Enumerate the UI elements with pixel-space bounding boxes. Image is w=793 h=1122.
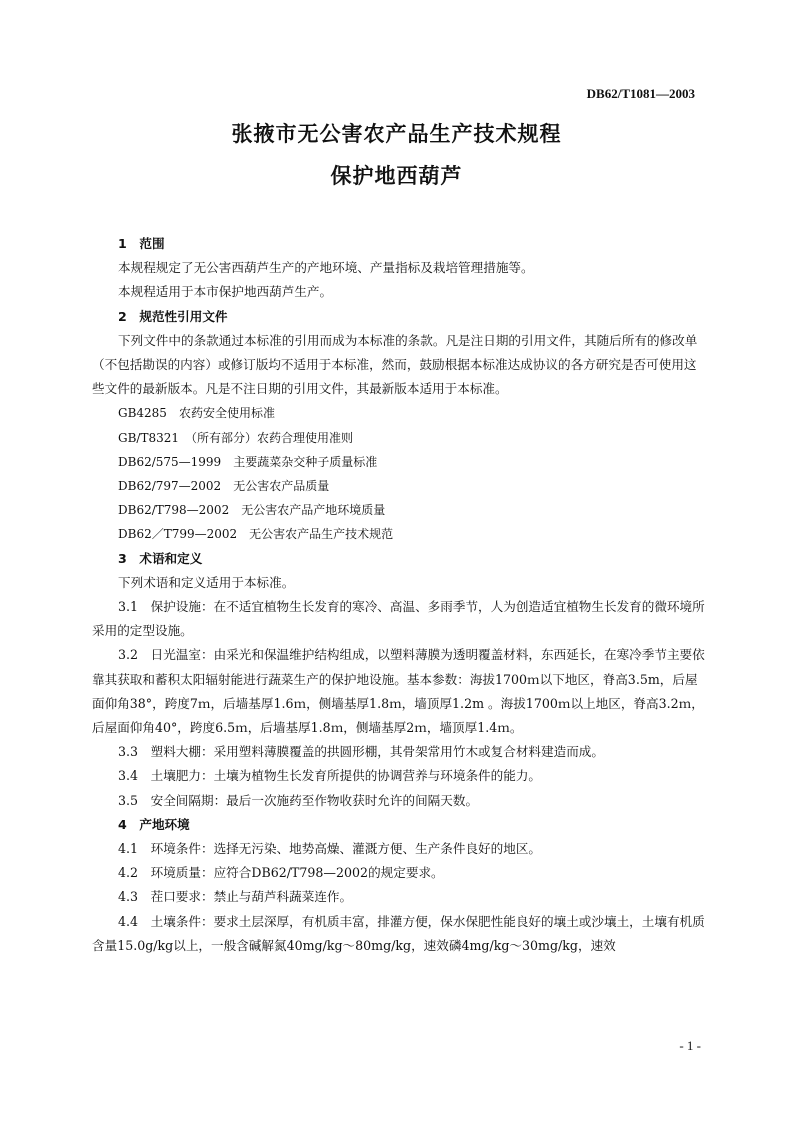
document-subtitle: 保护地西葫芦 (330, 164, 463, 188)
item-4-1: 4.1 环境条件：选择无污染、地势高燥、灌溉方便、生产条件良好的地区。 (118, 841, 542, 857)
reference-item: DB62/575—1999 主要蔬菜杂交种子质量标准 (118, 454, 378, 469)
item-4-3: 4.3 茬口要求：禁止与葫芦科蔬菜连作。 (118, 889, 353, 905)
definition-3-5: 3.5 安全间隔期：最后一次施药至作物收获时允许的间隔天数。 (118, 792, 479, 808)
reference-item: DB62／T799—2002 无公害农产品生产技术规范 (118, 527, 394, 542)
definition-3-3: 3.3 塑料大棚：采用塑料薄膜覆盖的拱圆形棚，其骨架常用竹木或复合材料建造而成。 (118, 744, 604, 760)
definition-3-4: 3.4 土壤肥力：土壤为植物生长发育所提供的协调营养与环境条件的能力。 (118, 768, 542, 784)
section-2-heading: 2 规范性引用文件 (118, 308, 228, 324)
document-body (92, 232, 706, 958)
section-1-heading: 1 范围 (118, 236, 165, 251)
document-title: 张掖市无公害农产品生产技术规程 (231, 122, 562, 146)
definition-3-1: 3.1 保护设施：在不适宜植物生长发育的寒冷、高温、多雨季节，人为创造适宜植物生长发育的微环境所采用的定型设施。 (92, 599, 705, 639)
section-1-paragraph: 本规程规定了无公害西葫芦生产的产地环境、产量指标及栽培管理措施等。 (118, 260, 534, 276)
reference-item: GB/T8321 （所有部分）农药合理使用准则 (118, 430, 353, 445)
section-2-paragraph: 下列文件中的条款通过本标准的引用而成为本标准的条款。凡是注日期的引用文件，其随后所有的修改单（不包括勘误的内容）或修订版均不适用于本标准，然而，鼓励根据本标准达成协议的各方研究是否可使用这些文件的最新版本。凡是不注日期的引用文件，其最新版本适用于本标准。 (92, 332, 698, 397)
item-4-2: 4.2 环境质量：应符合DB62/T798—2002的规定要求。 (118, 865, 444, 881)
reference-item: DB62/797—2002 无公害农产品质量 (118, 479, 330, 494)
reference-item: DB62/T798—2002 无公害农产品产地环境质量 (118, 503, 386, 518)
page-number: - 1 - (679, 1038, 701, 1053)
item-4-4: 4.4 土壤条件：要求土层深厚，有机质丰富，排灌方便，保水保肥性能良好的壤土或沙壤土，土壤有机质含量15.0g/kg以上，一般含碱解氮40mg/kg～80mg/kg，速效磷4mg/kg～30mg/kg，速效 (92, 913, 705, 953)
standard-code: DB62/T1081—2003 (586, 86, 695, 101)
section-3-heading: 3 术语和定义 (118, 550, 203, 566)
reference-item: GB4285 农药安全使用标准 (118, 406, 275, 421)
section-3-intro: 下列术语和定义适用于本标准。 (118, 574, 295, 590)
definition-3-2: 3.2 日光温室：由采光和保温维护结构组成，以塑料薄膜为透明覆盖材料，东西延长，在寒冷季节主要依靠其获取和蓄积太阳辐射能进行蔬菜生产的保护地设施。基本参数：海拔1700ｍ以下地区，脊高3.5m，后屋面仰角38°，跨度7ｍ，后墙基厚1.6ｍ，侧墙基厚1.8ｍ，墙顶厚1.2m 。海拔1700ｍ以上地区，脊高3.2ｍ，后屋面仰角40°，跨度6.5ｍ，后墙基厚1.8ｍ，侧墙基厚2ｍ，墙顶厚1.4ｍ。 (92, 647, 705, 736)
section-1-paragraph: 本规程适用于本市保护地西葫芦生产。 (118, 284, 333, 300)
section-4-heading: 4 产地环境 (118, 816, 190, 832)
